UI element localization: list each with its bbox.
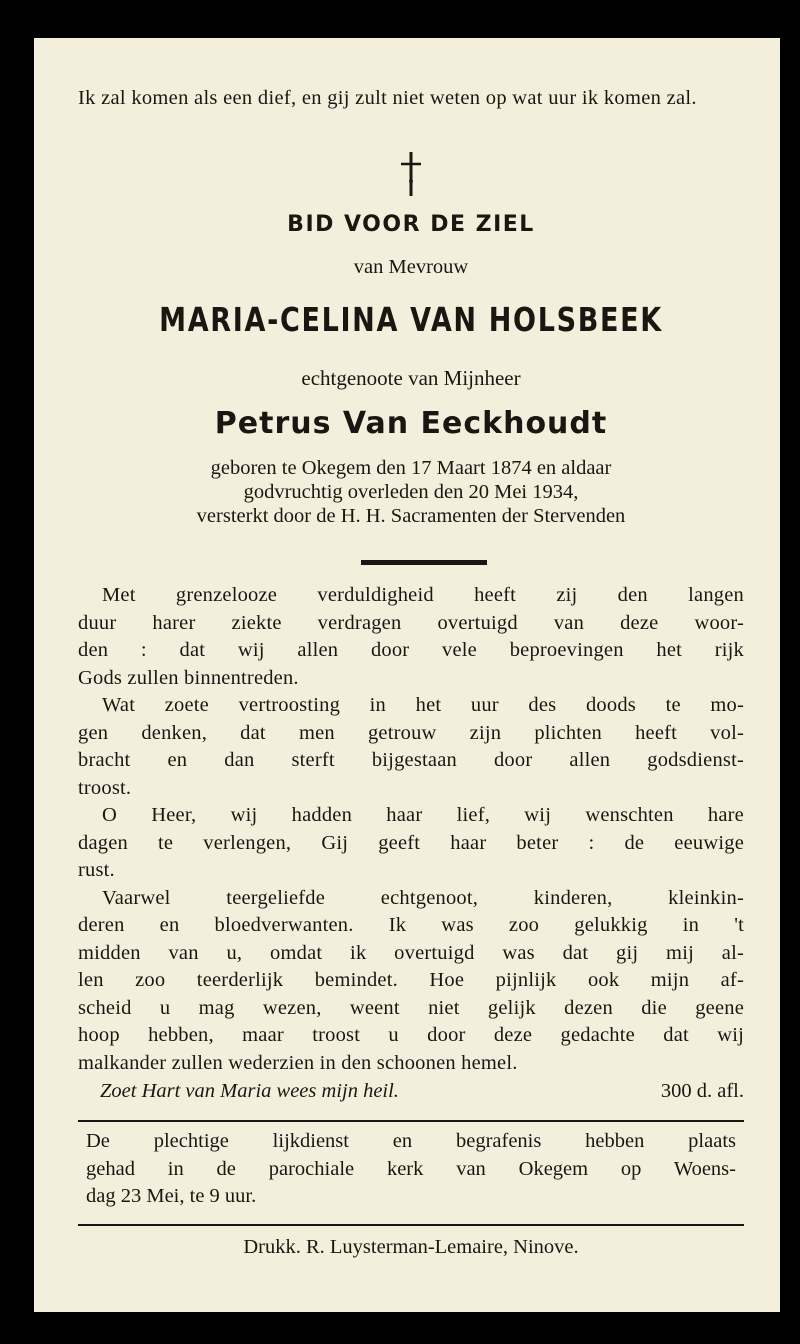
indulgence-text: 300 d. afl. <box>660 1080 744 1102</box>
funeral-notice <box>78 1128 744 1211</box>
cross-icon <box>78 150 744 198</box>
text-line: scheid u mag wezen, weent niet gelijk dezen die geene <box>78 996 744 1019</box>
text-line: O Heer, wij hadden haar lief, wij wenschten hare <box>102 804 744 826</box>
dates-line-3: versterkt door de H. H. Sacramenten der Stervenden <box>196 505 626 527</box>
text-line: Vaarwel teergeliefde echtgenoot, kinderen, kleinkin- <box>102 886 744 909</box>
text-line: duur harer ziekte verdragen overtuigd van deze woor- <box>78 611 744 634</box>
text-line: dagen te verlengen, Gij geeft haar beter : de eeuwige <box>78 831 744 854</box>
divider-top <box>78 1120 744 1122</box>
prayer-line <box>100 1080 744 1103</box>
paragraph-3 <box>78 802 744 885</box>
deceased-name: MARIA-CELINA VAN HOLSBEEK <box>159 300 663 339</box>
printer-credit: Drukk. R. Luysterman-Lemaire, Ninove. <box>243 1236 579 1258</box>
pray-for-soul-heading: BID VOOR DE ZIEL <box>287 212 535 237</box>
paragraph-1 <box>78 582 744 692</box>
divider-short <box>361 560 487 565</box>
divider-bottom <box>78 1224 744 1226</box>
text-line: De plechtige lijkdienst en begrafenis hebben plaats <box>86 1130 736 1152</box>
text-line: deren en bloedverwanten. Ik was zoo gelukkig in 't <box>78 914 744 936</box>
memorial-text <box>78 582 744 1077</box>
husband-name: Petrus Van Eeckhoudt <box>214 406 608 441</box>
spouse-intro: echtgenoote van Mijnheer <box>301 366 521 390</box>
paragraph-2 <box>78 692 744 802</box>
text-line: troost. <box>78 776 132 799</box>
text-line: Gods zullen binnentreden. <box>78 666 299 689</box>
paragraph-4 <box>78 885 744 1078</box>
dates-line-2: godvruchtig overleden den 20 Mei 1934, <box>243 481 579 503</box>
mevrouw-line: van Mevrouw <box>353 256 469 278</box>
cross-glyph <box>396 150 426 198</box>
text-line: Met grenzelooze verduldigheid heeft zij den langen <box>102 584 744 606</box>
text-line: len zoo teerderlijk bemindet. Hoe pijnlijk ook mijn af- <box>78 969 744 991</box>
bible-verse: Ik zal komen als een dief, en gij zult niet weten op wat uur ik komen zal. <box>78 87 697 109</box>
text-line: gen denken, dat men getrouw zijn plichten heeft vol- <box>78 721 744 744</box>
text-line: bracht en dan sterft bijgestaan door allen godsdienst- <box>78 749 744 771</box>
text-line: gehad in de parochiale kerk van Okegem op Woens- <box>86 1157 736 1180</box>
text-line: hoop hebben, maar troost u door deze gedachte dat wij <box>78 1024 744 1046</box>
text-line: den : dat wij allen door vele beproevingen het rijk <box>78 639 744 661</box>
text-line: Wat zoete vertroosting in het uur des doods te mo- <box>102 694 744 716</box>
prayer-text: Zoet Hart van Maria wees mijn heil. <box>100 1080 399 1102</box>
dates-line-1: geboren te Okegem den 17 Maart 1874 en aldaar <box>210 457 612 479</box>
memorial-card <box>34 38 780 1312</box>
text-line: rust. <box>78 859 115 881</box>
text-line: malkander zullen wederzien in den schoonen hemel. <box>78 1051 518 1074</box>
birth-death-dates <box>78 456 744 528</box>
text-line: dag 23 Mei, te 9 uur. <box>86 1185 257 1207</box>
text-line: midden van u, omdat ik overtuigd was dat gij mij al- <box>78 941 744 964</box>
